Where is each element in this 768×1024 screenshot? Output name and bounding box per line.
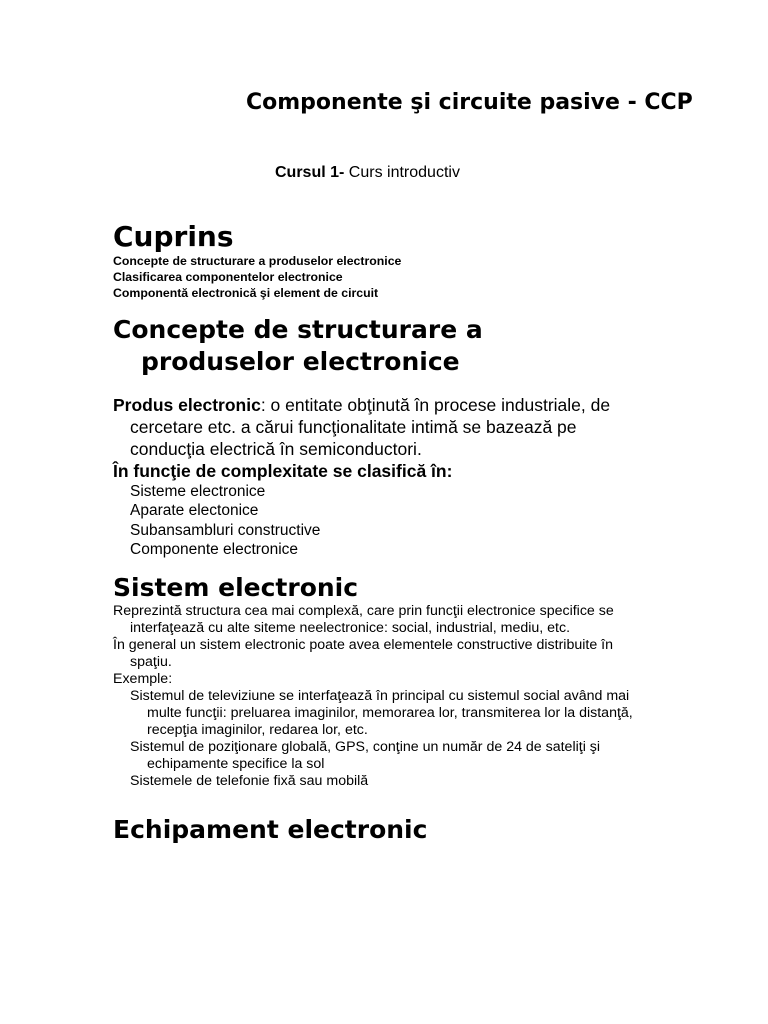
toc-item: Componentă electronică şi element de circuit (113, 286, 379, 300)
list-item: Sistemele de telefonie fixă sau mobilă (130, 773, 369, 789)
toc-item: Concepte de structurare a produselor electronice (113, 254, 402, 268)
sistem-paragraph: În general un sistem electronic poate avea elementele constructive distribuite în spaţiu. (113, 637, 613, 670)
examples-label: Exemple: (113, 671, 173, 687)
echipament-heading: Echipament electronic (113, 815, 428, 844)
list-item: Aparate electonice (130, 502, 259, 520)
sistem-section (113, 603, 658, 790)
list-item: Subansambluri constructive (130, 521, 321, 539)
concepte-heading: Concepte de structurare a produselor electronice (113, 315, 483, 376)
examples-list (113, 688, 643, 790)
table-of-contents (113, 253, 401, 301)
list-item: Sistemul de televiziune se interfaţează în principal cu sistemul social având mai multe funcţii: preluarea imaginilor, memorarea lor, transmiterea lor la distanţă, recepţia imaginilor, redarea lor, etc. (130, 688, 633, 738)
toc-item: Clasificarea componentelor electronice (113, 270, 343, 284)
document-subtitle (275, 164, 460, 182)
list-item: Sisteme electronice (130, 483, 266, 500)
concepte-section (113, 394, 653, 560)
document-title: Componente şi circuite pasive - CCP (246, 90, 693, 115)
classification-intro: În funcţie de complexitate se clasifică în: (113, 461, 453, 481)
produs-electronic-definition (113, 394, 653, 460)
classification-list (113, 482, 653, 560)
produs-electronic-term: Produs electronic (113, 395, 261, 415)
sistem-heading: Sistem electronic (113, 573, 359, 602)
list-item: Sistemul de poziţionare globală, GPS, conţine un număr de 24 de sateliţi şi echipamente specifice la sol (130, 739, 601, 772)
produs-electronic-text: : o entitate obţinută în procese industriale, de cercetare etc. a cărui funcţionalitate intimă se bazează pe conducţia electrică în semiconductori. (130, 395, 611, 459)
subtitle-course-name: Curs introductiv (344, 164, 460, 181)
list-item: Componente electronice (130, 541, 299, 559)
cuprins-heading: Cuprins (113, 220, 234, 253)
sistem-paragraph: Reprezintă structura cea mai complexă, care prin funcţii electronice specifice se interfaţează cu alte siteme neelectronice: social, industrial, mediu, etc. (113, 603, 614, 636)
subtitle-course-number: Cursul 1- (275, 164, 345, 181)
